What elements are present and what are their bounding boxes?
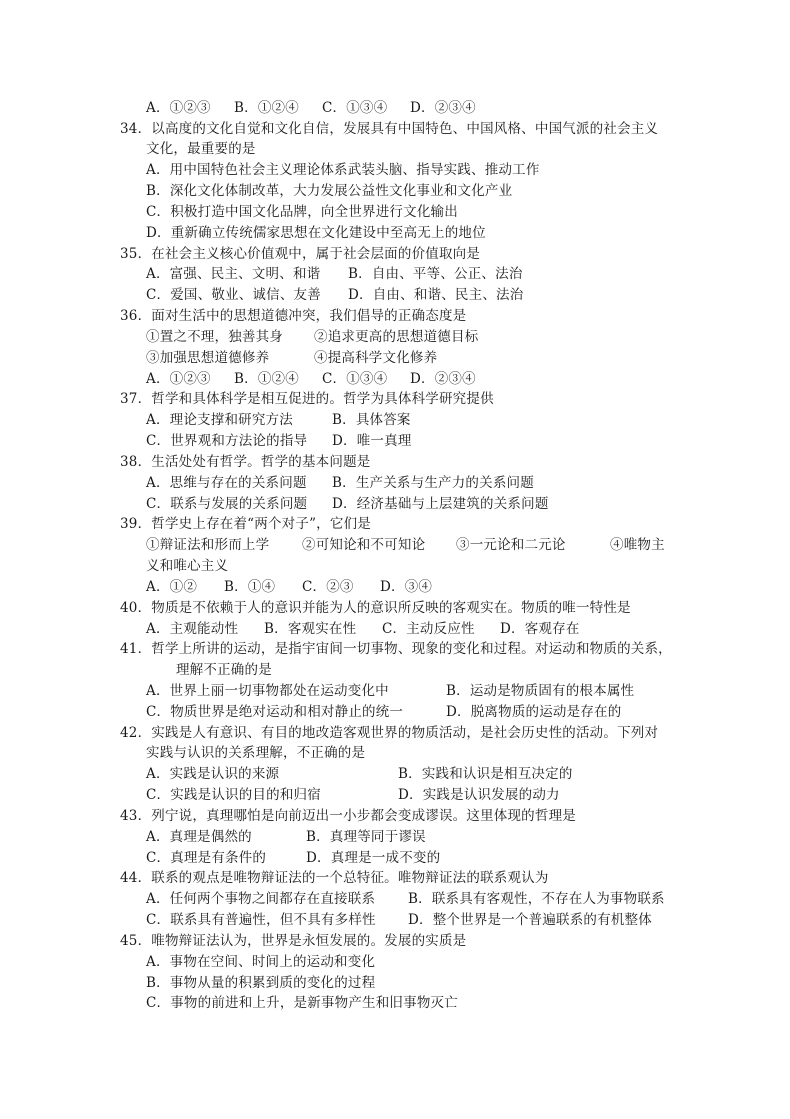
- answer-option: A．任何两个事物之间都存在直接联系: [146, 891, 376, 907]
- answer-option: D．②③④: [410, 371, 476, 387]
- answer-option: B．真理等同于谬误: [306, 829, 426, 845]
- answer-option: ③一元论和二元论: [456, 537, 566, 553]
- answer-option: B．实践和认识是相互决定的: [398, 766, 573, 782]
- answer-option: C．真理是有条件的: [146, 850, 267, 866]
- answer-option: D．整个世界是一个普遍联系的有机整体: [408, 912, 652, 928]
- answer-option: B．①④: [224, 579, 276, 595]
- answer-option: D．实践是认识发展的动力: [398, 787, 560, 803]
- answer-option: C．联系具有普遍性，但不具有多样性: [146, 912, 376, 928]
- answer-option: ③加强思想道德修养: [146, 350, 270, 366]
- answer-option: D．真理是一成不变的: [306, 850, 441, 866]
- answer-option: C．主动反应性: [382, 621, 475, 637]
- answer-option: C．②③: [302, 579, 354, 595]
- answer-option: B．客观实在性: [264, 621, 357, 637]
- answer-option: A．真理是偶然的: [146, 829, 252, 845]
- answer-option: C．①③④: [322, 371, 388, 387]
- answer-option: ①辩证法和形而上学: [146, 537, 270, 553]
- answer-option: B．自由、平等、公正、法治: [348, 266, 523, 282]
- answer-option: A．①②③: [146, 371, 211, 387]
- answer-option: C．爱国、敬业、诚信、友善: [146, 287, 321, 303]
- question-stem: 43．列宁说，真理哪怕是向前迈出一小步都会变成谬误。这里体现的哲理是: [120, 808, 576, 824]
- answer-option: A．用中国特色社会主义理论体系武装头脑、指导实践、推动工作: [146, 162, 540, 178]
- answer-option: D．客观存在: [500, 621, 580, 637]
- question-stem: 44．联系的观点是唯物辩证法的一个总特征。唯物辩证法的联系观认为: [120, 870, 549, 886]
- answer-option: C．积极打造中国文化品牌，向全世界进行文化输出: [146, 204, 458, 220]
- answer-option: C．实践是认识的目的和归宿: [146, 787, 321, 803]
- question-stem: 36．面对生活中的思想道德冲突，我们倡导的正确态度是: [120, 308, 467, 324]
- answer-option: C．世界观和方法论的指导: [146, 433, 308, 449]
- question-stem-continuation: 实践与认识的关系理解，不正确的是: [146, 745, 366, 761]
- answer-option: D．重新确立传统儒家思想在文化建设中至高无上的地位: [146, 225, 486, 241]
- question-stem: 45．唯物辩证法认为，世界是永恒发展的。发展的实质是: [120, 933, 467, 949]
- answer-option: C．①③④: [322, 100, 388, 116]
- question-stem: 37．哲学和具体科学是相互促进的。哲学为具体科学研究提供: [120, 391, 494, 407]
- answer-option: A．①②③: [146, 100, 211, 116]
- answer-option: B．联系具有客观性，不存在人为事物联系: [408, 891, 665, 907]
- answer-option: A．①②: [146, 579, 198, 595]
- answer-option: A．主观能动性: [146, 621, 239, 637]
- answer-option: D．③④: [380, 579, 433, 595]
- answer-option: B．运动是物质固有的根本属性: [446, 683, 635, 699]
- answer-option: ②可知论和不可知论: [302, 537, 426, 553]
- question-stem: 35．在社会主义核心价值观中，属于社会层面的价值取向是: [120, 246, 481, 262]
- answer-option: D．经济基础与上层建筑的关系问题: [332, 496, 549, 512]
- answer-option: A．思维与存在的关系问题: [146, 475, 307, 491]
- answer-option: D．唯一真理: [332, 433, 412, 449]
- answer-option: ①置之不理，独善其身: [146, 329, 283, 345]
- answer-option: C．物质世界是绝对运动和相对静止的统一: [146, 704, 404, 720]
- answer-option: A．世界上丽一切事物都处在运动变化中: [146, 683, 389, 699]
- answer-option: D．脱离物质的运动是存在的: [446, 704, 622, 720]
- answer-option: ④提高科学文化修养: [314, 350, 438, 366]
- answer-option: ④唯物主: [610, 537, 665, 553]
- question-stem: 34．以高度的文化自觉和文化自信，发展具有中国特色、中国风格、中国气派的社会主义: [120, 121, 659, 137]
- answer-option: 义和唯心主义: [146, 558, 229, 574]
- answer-option: ②追求更高的思想道德目标: [314, 329, 479, 345]
- answer-option: A．富强、民主、文明、和谐: [146, 266, 321, 282]
- question-stem: 41．哲学上所讲的运动，是指宇宙间一切事物、现象的变化和过程。对运动和物质的关系，: [120, 641, 672, 657]
- answer-option: B．具体答案: [332, 412, 411, 428]
- answer-option: B．事物从量的积累到质的变化的过程: [146, 975, 376, 991]
- answer-option: B．深化文化体制改革，大力发展公益性文化事业和文化产业: [146, 183, 513, 199]
- answer-option: B．生产关系与生产力的关系问题: [332, 475, 534, 491]
- question-stem: 42．实践是人有意识、有目的地改造客观世界的物质活动，是社会历史性的活动。下列对: [120, 725, 659, 741]
- question-stem: 40．物质是不依赖于人的意识并能为人的意识所反映的客观实在。物质的唯一特性是: [120, 600, 631, 616]
- answer-option: C．联系与发展的关系问题: [146, 496, 308, 512]
- answer-option: A．事物在空间、时间上的运动和变化: [146, 954, 376, 970]
- answer-option: B．①②④: [234, 371, 299, 387]
- answer-option: D．②③④: [410, 100, 476, 116]
- answer-option: D．自由、和谐、民主、法治: [348, 287, 524, 303]
- answer-option: A．理论支撑和研究方法: [146, 412, 293, 428]
- question-stem-continuation: 文化，最重要的是: [146, 141, 256, 157]
- answer-option: A．实践是认识的来源: [146, 766, 280, 782]
- question-stem: 39．哲学史上存在着“两个对子”，它们是: [120, 516, 371, 532]
- question-stem: 38．生活处处有哲学。哲学的基本问题是: [120, 454, 371, 470]
- question-stem-continuation: 理解不正确的是: [176, 662, 272, 678]
- answer-option: B．①②④: [234, 100, 299, 116]
- answer-option: C．事物的前进和上升，是新事物产生和旧事物灭亡: [146, 995, 458, 1011]
